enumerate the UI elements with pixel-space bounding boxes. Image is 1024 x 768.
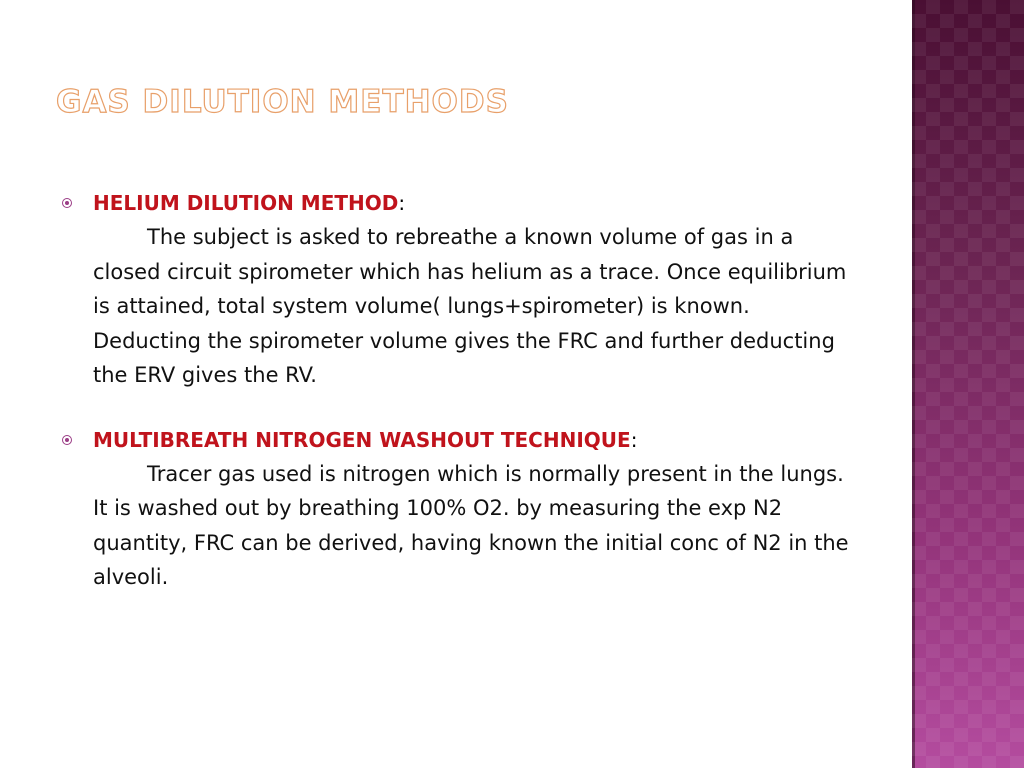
heading-separator: : xyxy=(630,427,638,452)
bullet-body-text: The subject is asked to rebreathe a known volume of gas in a closed circuit spirometer which has helium as a trace. Once equilibrium is attained, total system volume( lungs+spirometer) is known. Deducting the spirometer volume gives the FRC and further deducting the ERV gives the RV. xyxy=(93,225,847,387)
bullet-item-nitrogen xyxy=(58,423,858,595)
bullet-heading-line xyxy=(93,423,858,457)
slide-content xyxy=(58,186,858,595)
circle-bullet-icon xyxy=(62,435,72,445)
circle-bullet-icon xyxy=(62,198,72,208)
bullet-item-helium xyxy=(58,186,858,393)
bullet-heading-line xyxy=(93,186,858,220)
heading-separator: : xyxy=(398,191,406,215)
bullet-heading: MULTIBREATH NITROGEN WASHOUT TECHNIQUE xyxy=(93,427,631,452)
bullet-body-text: Tracer gas used is nitrogen which is normally present in the lungs. It is washed out by breathing 100% O2. by measuring the exp N2 quantity, FRC can be derived, having known the initial conc of N2 in the alveoli. xyxy=(93,461,849,589)
slide-title: GAS DILUTION METHODS xyxy=(56,84,509,120)
bullet-heading: HELIUM DILUTION METHOD xyxy=(93,191,399,215)
decorative-side-panel xyxy=(912,0,1024,768)
